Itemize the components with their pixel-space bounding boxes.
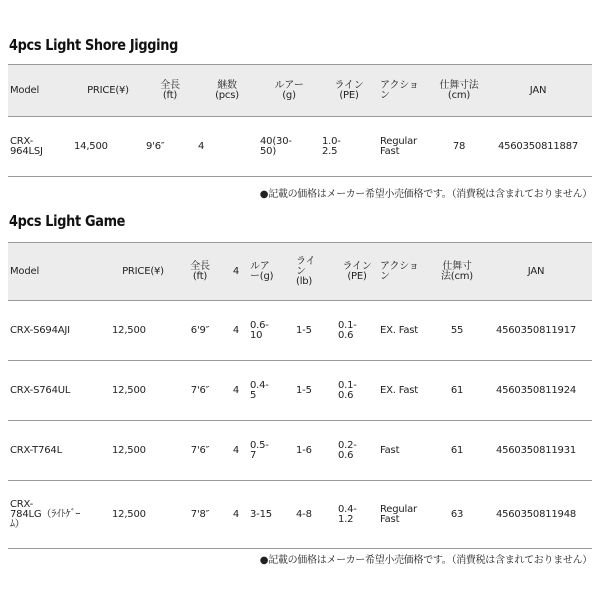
header-model: Model bbox=[8, 243, 110, 301]
header-pieces: 継数 (pcs) bbox=[196, 65, 258, 117]
spec-table-light-shore-jigging bbox=[8, 64, 592, 177]
cell-length: 6'9″ bbox=[176, 301, 224, 361]
cell-line-pe: 0.1- 0.6 bbox=[336, 361, 378, 421]
spec-table-light-game bbox=[8, 242, 592, 549]
cell-model: CRX- 784LG（ﾗｲﾄｹﾞｰ ﾑ） bbox=[8, 481, 110, 549]
cell-action: Fast bbox=[378, 421, 434, 481]
cell-model: CRX-T764L bbox=[8, 421, 110, 481]
cell-line: 1.0- 2.5 bbox=[320, 117, 378, 177]
cell-model: CRX-S764UL bbox=[8, 361, 110, 421]
cell-closed-length: 61 bbox=[434, 421, 480, 481]
cell-line-lb: 1-5 bbox=[294, 301, 336, 361]
cell-line-lb: 4-8 bbox=[294, 481, 336, 549]
cell-length: 9'6″ bbox=[144, 117, 196, 177]
header-price: PRICE(¥) bbox=[110, 243, 176, 301]
cell-action: EX. Fast bbox=[378, 301, 434, 361]
header-model: Model bbox=[8, 65, 72, 117]
cell-jan: 4560350811924 bbox=[480, 361, 592, 421]
cell-length: 7'6″ bbox=[176, 421, 224, 481]
cell-line-pe: 0.4- 1.2 bbox=[336, 481, 378, 549]
cell-jan: 4560350811948 bbox=[480, 481, 592, 549]
cell-pieces: 4 bbox=[224, 481, 248, 549]
cell-action: Regular Fast bbox=[378, 117, 434, 177]
table1-title: 4pcs Light Shore Jigging bbox=[9, 36, 178, 54]
header-lure: ルア ー(g) bbox=[248, 243, 294, 301]
cell-lure: 0.5- 7 bbox=[248, 421, 294, 481]
header-closed-length: 仕舞寸 法(cm) bbox=[434, 243, 480, 301]
header-length: 全長 (ft) bbox=[176, 243, 224, 301]
cell-jan: 4560350811887 bbox=[484, 117, 592, 177]
cell-pieces: 4 bbox=[196, 117, 258, 177]
cell-price: 12,500 bbox=[110, 481, 176, 549]
table2-title: 4pcs Light Game bbox=[9, 212, 126, 230]
table-row bbox=[8, 117, 592, 177]
cell-line-pe: 0.2- 0.6 bbox=[336, 421, 378, 481]
cell-price: 12,500 bbox=[110, 421, 176, 481]
cell-closed-length: 61 bbox=[434, 361, 480, 421]
cell-jan: 4560350811917 bbox=[480, 301, 592, 361]
header-jan: JAN bbox=[480, 243, 592, 301]
cell-closed-length: 63 bbox=[434, 481, 480, 549]
header-line-pe: ライン (PE) bbox=[336, 243, 378, 301]
cell-closed-length: 78 bbox=[434, 117, 484, 177]
cell-line-lb: 1-6 bbox=[294, 421, 336, 481]
cell-model: CRX- 964LSJ bbox=[8, 117, 72, 177]
header-length: 全長 (ft) bbox=[144, 65, 196, 117]
cell-price: 14,500 bbox=[72, 117, 144, 177]
cell-pieces: 4 bbox=[224, 421, 248, 481]
cell-action: EX. Fast bbox=[378, 361, 434, 421]
header-price: PRICE(¥) bbox=[72, 65, 144, 117]
price-note: ●記載の価格はメーカー希望小売価格です。（消費税は含まれておりません） bbox=[259, 189, 592, 200]
price-note: ●記載の価格はメーカー希望小売価格です。（消費税は含まれておりません） bbox=[259, 555, 592, 566]
header-action: アクショ ン bbox=[378, 65, 434, 117]
header-line-lb: ライ ン (lb) bbox=[294, 243, 336, 301]
cell-line-pe: 0.1- 0.6 bbox=[336, 301, 378, 361]
table-row bbox=[8, 301, 592, 361]
cell-pieces: 4 bbox=[224, 301, 248, 361]
cell-price: 12,500 bbox=[110, 361, 176, 421]
header-jan: JAN bbox=[484, 65, 592, 117]
cell-lure: 0.4- 5 bbox=[248, 361, 294, 421]
cell-lure: 0.6- 10 bbox=[248, 301, 294, 361]
cell-jan: 4560350811931 bbox=[480, 421, 592, 481]
cell-closed-length: 55 bbox=[434, 301, 480, 361]
cell-action: Regular Fast bbox=[378, 481, 434, 549]
table-row bbox=[8, 481, 592, 549]
table-row bbox=[8, 361, 592, 421]
header-line: ライン (PE) bbox=[320, 65, 378, 117]
table-row bbox=[8, 421, 592, 481]
header-pieces: 4 bbox=[224, 243, 248, 301]
cell-length: 7'8″ bbox=[176, 481, 224, 549]
header-closed-length: 仕舞寸法 (cm) bbox=[434, 65, 484, 117]
table-header-row bbox=[8, 65, 592, 117]
header-action: アクショ ン bbox=[378, 243, 434, 301]
cell-lure: 40(30- 50) bbox=[258, 117, 320, 177]
table-header-row bbox=[8, 243, 592, 301]
cell-model: CRX-S694AJI bbox=[8, 301, 110, 361]
cell-line-lb: 1-5 bbox=[294, 361, 336, 421]
cell-pieces: 4 bbox=[224, 361, 248, 421]
cell-price: 12,500 bbox=[110, 301, 176, 361]
header-lure: ルアー (g) bbox=[258, 65, 320, 117]
cell-lure: 3-15 bbox=[248, 481, 294, 549]
cell-length: 7'6″ bbox=[176, 361, 224, 421]
